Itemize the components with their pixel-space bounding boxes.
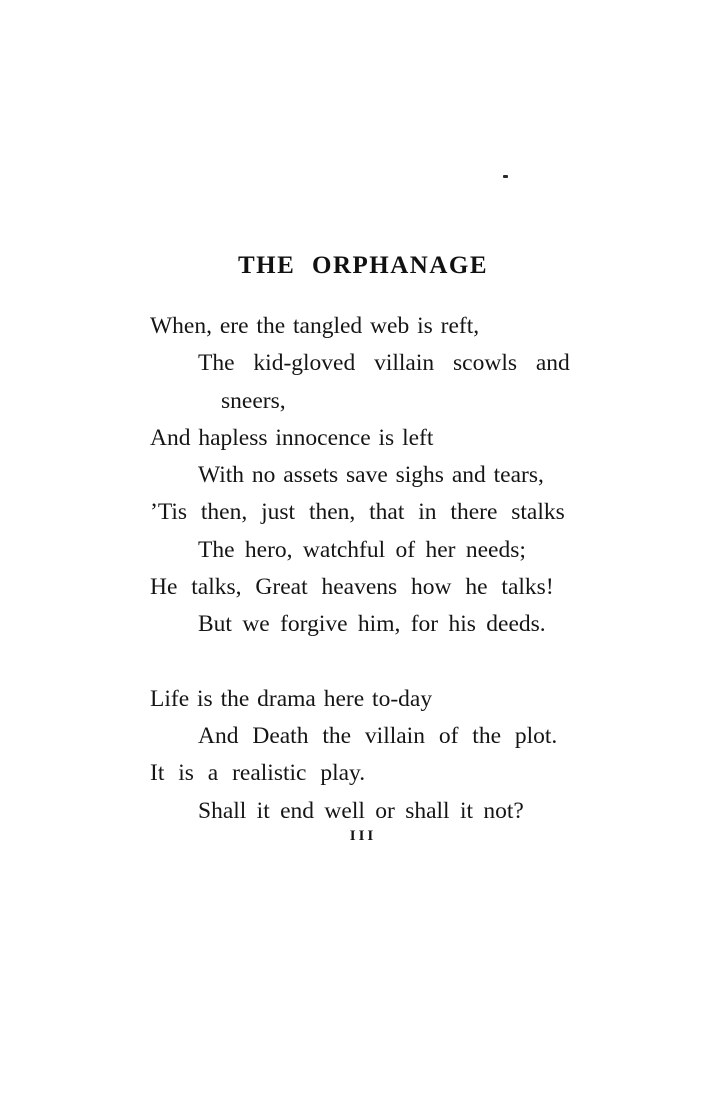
stanza: [150, 681, 580, 830]
poem-line: And Death the villain of the plot.: [198, 722, 558, 749]
poem-line: And hapless innocence is left: [150, 424, 434, 451]
print-speck: [503, 175, 508, 178]
poem-line: Life is the drama here to-day: [150, 685, 433, 712]
poem-body: [150, 308, 580, 830]
stanza-gap: [150, 644, 580, 681]
poem-line: The hero, watchful of her needs;: [198, 536, 526, 563]
poem-line: When, ere the tangled web is reft,: [150, 313, 480, 339]
poem-title: THE ORPHANAGE: [237, 252, 489, 279]
poem-line: sneers,: [221, 387, 286, 414]
poem-line: The kid-gloved villain scowls and: [198, 350, 570, 377]
poem-line: ’Tis then, just then, that in there stalks: [150, 499, 565, 526]
poem-line: But we forgive him, for his deeds.: [198, 611, 546, 638]
poem-line: With no assets save sighs and tears,: [198, 462, 544, 489]
poem-line: He talks, Great heavens how he talks!: [150, 574, 554, 601]
poem-line: It is a realistic play.: [150, 760, 366, 787]
page-number: III: [349, 828, 377, 844]
stanza: [150, 308, 580, 644]
poem-line: Shall it end well or shall it not?: [198, 797, 524, 824]
